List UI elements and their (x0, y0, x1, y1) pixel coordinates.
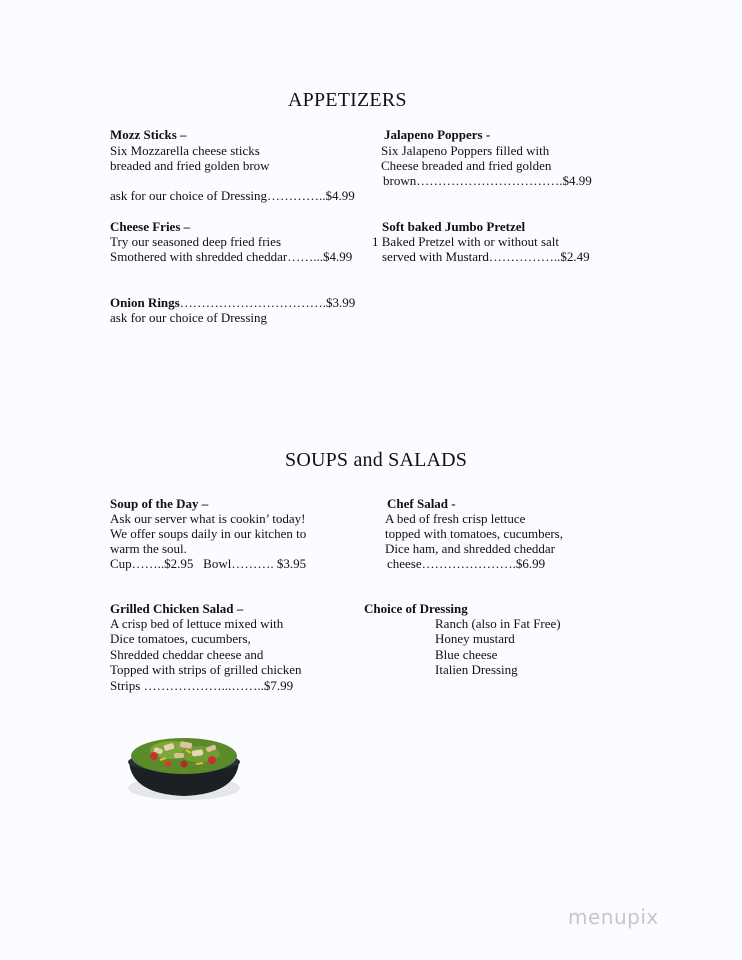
dressing-option: Italien Dressing (435, 662, 518, 677)
soup-of-day-name: Soup of the Day – (110, 496, 209, 511)
chef-salad-desc: topped with tomatoes, cucumbers, (385, 526, 563, 541)
mozz-sticks-name: Mozz Sticks – (110, 127, 187, 142)
grilled-chicken-salad-desc: Shredded cheddar cheese and (110, 647, 264, 662)
soup-of-day-desc: We offer soups daily in our kitchen to (110, 526, 307, 541)
grilled-chicken-salad-desc: A crisp bed of lettuce mixed with (110, 616, 284, 631)
chef-salad-desc: A bed of fresh crisp lettuce (385, 511, 526, 526)
grilled-chicken-salad-price: Strips ………………...……..$7.99 (110, 678, 294, 693)
pretzel-price: served with Mustard……………..$2.49 (382, 249, 590, 264)
onion-rings-name: Onion Rings (110, 295, 180, 310)
chef-salad-name: Chef Salad - (387, 496, 456, 511)
jalapeno-poppers-desc: Cheese breaded and fried golden (381, 158, 552, 173)
menupix-watermark: menupix (568, 905, 659, 929)
grilled-chicken-salad-desc: Topped with strips of grilled chicken (110, 662, 302, 677)
onion-rings-desc: ask for our choice of Dressing (110, 310, 268, 325)
cheese-fries-name: Cheese Fries – (110, 219, 191, 234)
cheese-fries-desc: Try our seasoned deep fried fries (110, 234, 281, 249)
grilled-chicken-salad-desc: Dice tomatoes, cucumbers, (110, 631, 251, 646)
salad-bowl-image (124, 720, 244, 802)
cheese-fries-price: Smothered with shredded cheddar……...$4.99 (110, 249, 353, 264)
mozz-sticks-price: ask for our choice of Dressing…………..$4.99 (110, 188, 355, 203)
pretzel-desc: 1 Baked Pretzel with or without salt (372, 234, 560, 249)
mozz-sticks-desc: Six Mozzarella cheese sticks (110, 143, 260, 158)
jalapeno-poppers-price: brown…………………………….$4.99 (383, 173, 592, 188)
pretzel-name: Soft baked Jumbo Pretzel (382, 219, 526, 234)
dressing-choice-name: Choice of Dressing (364, 601, 468, 616)
mozz-sticks-desc: breaded and fried golden brow (110, 158, 270, 173)
onion-rings-price: …………………………….$3.99 (179, 295, 356, 310)
dressing-option: Blue cheese (435, 647, 498, 662)
appetizers-heading: APPETIZERS (288, 89, 407, 111)
soups-salads-heading: SOUPS and SALADS (285, 449, 468, 471)
chef-salad-price: cheese………………….$6.99 (387, 556, 546, 571)
grilled-chicken-salad-name: Grilled Chicken Salad – (110, 601, 244, 616)
jalapeno-poppers-desc: Six Jalapeno Poppers filled with (381, 143, 550, 158)
dressing-option: Honey mustard (435, 631, 515, 646)
onion-rings-line (110, 295, 355, 310)
soup-of-day-desc: Ask our server what is cookin’ today! (110, 511, 306, 526)
soup-of-day-desc: warm the soul. (110, 541, 187, 556)
jalapeno-poppers-name: Jalapeno Poppers - (384, 127, 491, 142)
soup-of-day-prices: Cup……..$2.95 Bowl………. $3.95 (110, 556, 307, 571)
dressing-option: Ranch (also in Fat Free) (435, 616, 561, 631)
chef-salad-desc: Dice ham, and shredded cheddar (385, 541, 556, 556)
